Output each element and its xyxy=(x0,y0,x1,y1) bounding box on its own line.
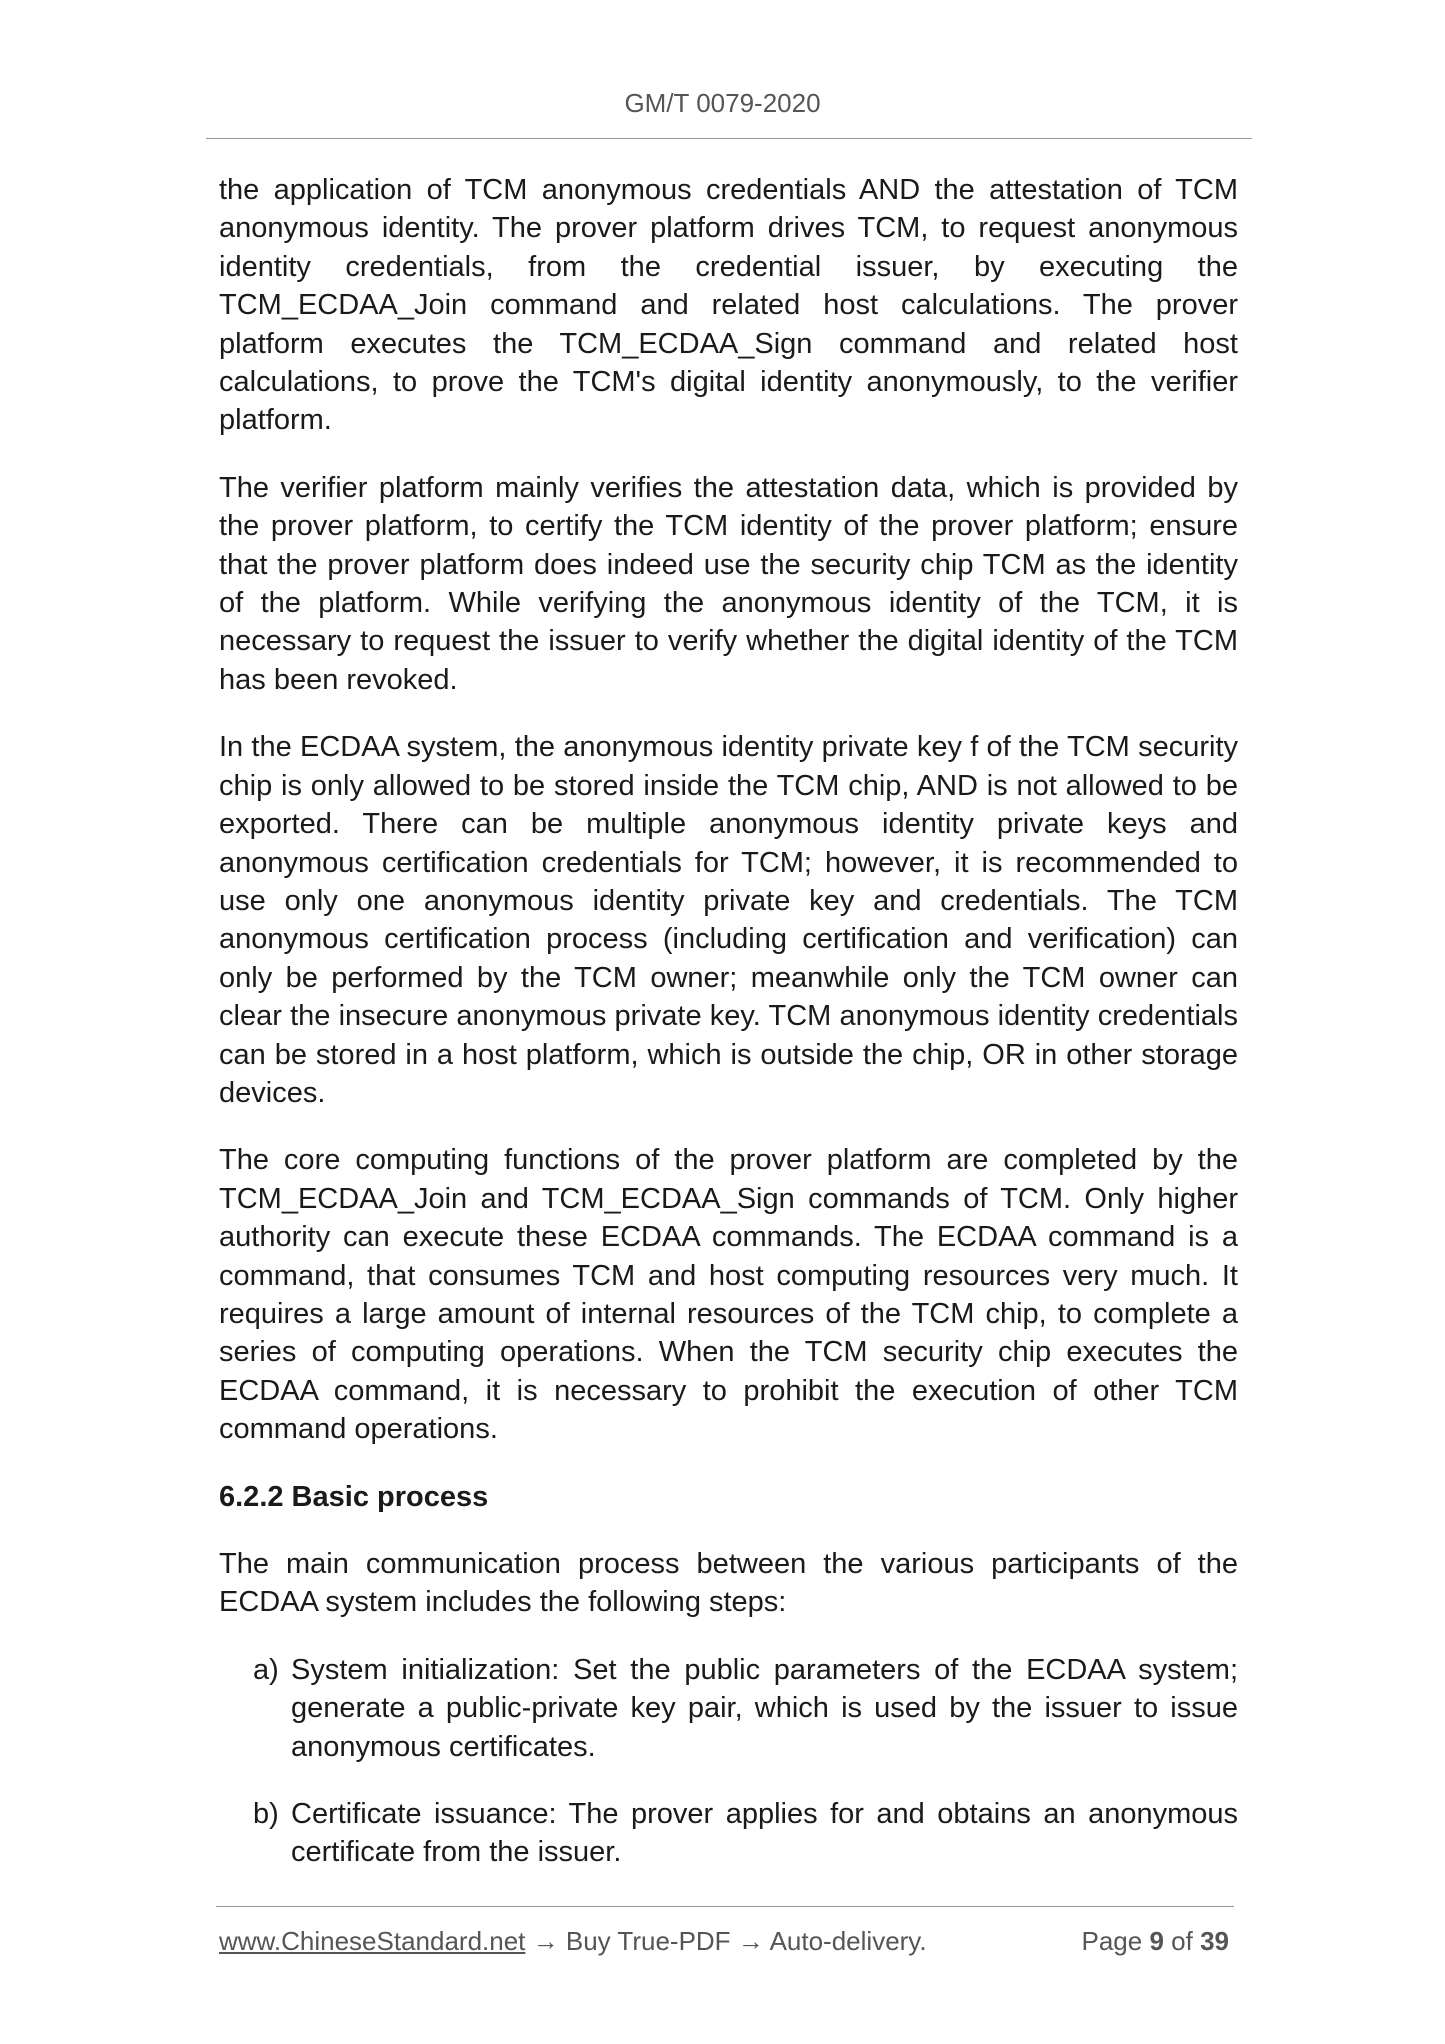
page-body xyxy=(219,171,1238,1901)
paragraph-verifier: The verifier platform mainly verifies the attestation data, which is provided by the prover platform, to certify the TCM identity of the prover platform; ensure that the prover platform does indeed use the security chip TCM as the identity of the platform. While verifying the anonymous identity of the TCM, it is necessary to request the issuer to verify whether the digital identity of the TCM has been revoked. xyxy=(219,471,1238,696)
page-total: 39 xyxy=(1200,1926,1229,1956)
document-id-header: GM/T 0079-2020 xyxy=(624,88,821,118)
footer-divider xyxy=(216,1906,1234,1907)
list-marker: b) xyxy=(253,1798,279,1831)
of-label: of xyxy=(1171,1926,1193,1956)
list-marker: a) xyxy=(253,1653,279,1686)
footer-promo xyxy=(219,1926,927,1957)
section-heading: 6.2.2 Basic process xyxy=(219,1480,489,1513)
list-item-text: Certificate issuance: The prover applies for and obtains an anonymous certificate from the issuer. xyxy=(291,1798,1238,1869)
header-divider xyxy=(206,138,1252,139)
page-footer xyxy=(219,1926,1229,1957)
page-indicator xyxy=(1081,1926,1229,1957)
page-number: 9 xyxy=(1149,1926,1164,1956)
website-link[interactable]: www.ChineseStandard.net xyxy=(219,1926,526,1956)
footer-tagline: → Buy True-PDF → Auto-delivery. xyxy=(525,1926,927,1956)
paragraph-credentials: the application of TCM anonymous credentials AND the attestation of TCM anonymous identity. The prover platform drives TCM, to request anonymous identity credentials, from the credential issuer, by executing the TCM_ECDAA_Join command and related host calculations. The prover platform executes the TCM_ECDAA_Sign command and related host calculations, to prove the TCM's digital identity anonymously, to the verifier platform. xyxy=(219,174,1238,437)
section-intro: The main communication process between the various participants of the ECDAA system includes the following steps: xyxy=(219,1548,1238,1619)
list-item xyxy=(219,1651,1238,1766)
paragraph-private-key: In the ECDAA system, the anonymous identity private key f of the TCM security chip is only allowed to be stored inside the TCM chip, AND is not allowed to be exported. There can be multiple anonymous identity private keys and anonymous certification credentials for TCM; however, it is recommended to use only one anonymous identity private key and credentials. The TCM anonymous certification process (including certification and verification) can only be performed by the TCM owner; meanwhile only the TCM owner can clear the insecure anonymous private key. TCM anonymous identity credentials can be stored in a host platform, which is outside the chip, OR in other storage devices. xyxy=(219,731,1238,1109)
list-item-text: System initialization: Set the public parameters of the ECDAA system; generate a public-private key pair, which is used by the issuer to issue anonymous certificates. xyxy=(291,1653,1238,1763)
paragraph-core-computing: The core computing functions of the prover platform are completed by the TCM_ECDAA_Join and TCM_ECDAA_Sign commands of TCM. Only higher authority can execute these ECDAA commands. The ECDAA command is a command, that consumes TCM and host computing resources very much. It requires a large amount of internal resources of the TCM chip, to complete a series of computing operations. When the TCM security chip executes the ECDAA command, it is necessary to prohibit the execution of other TCM command operations. xyxy=(219,1144,1238,1446)
page-label: Page xyxy=(1081,1926,1143,1956)
list-item xyxy=(219,1795,1238,1872)
